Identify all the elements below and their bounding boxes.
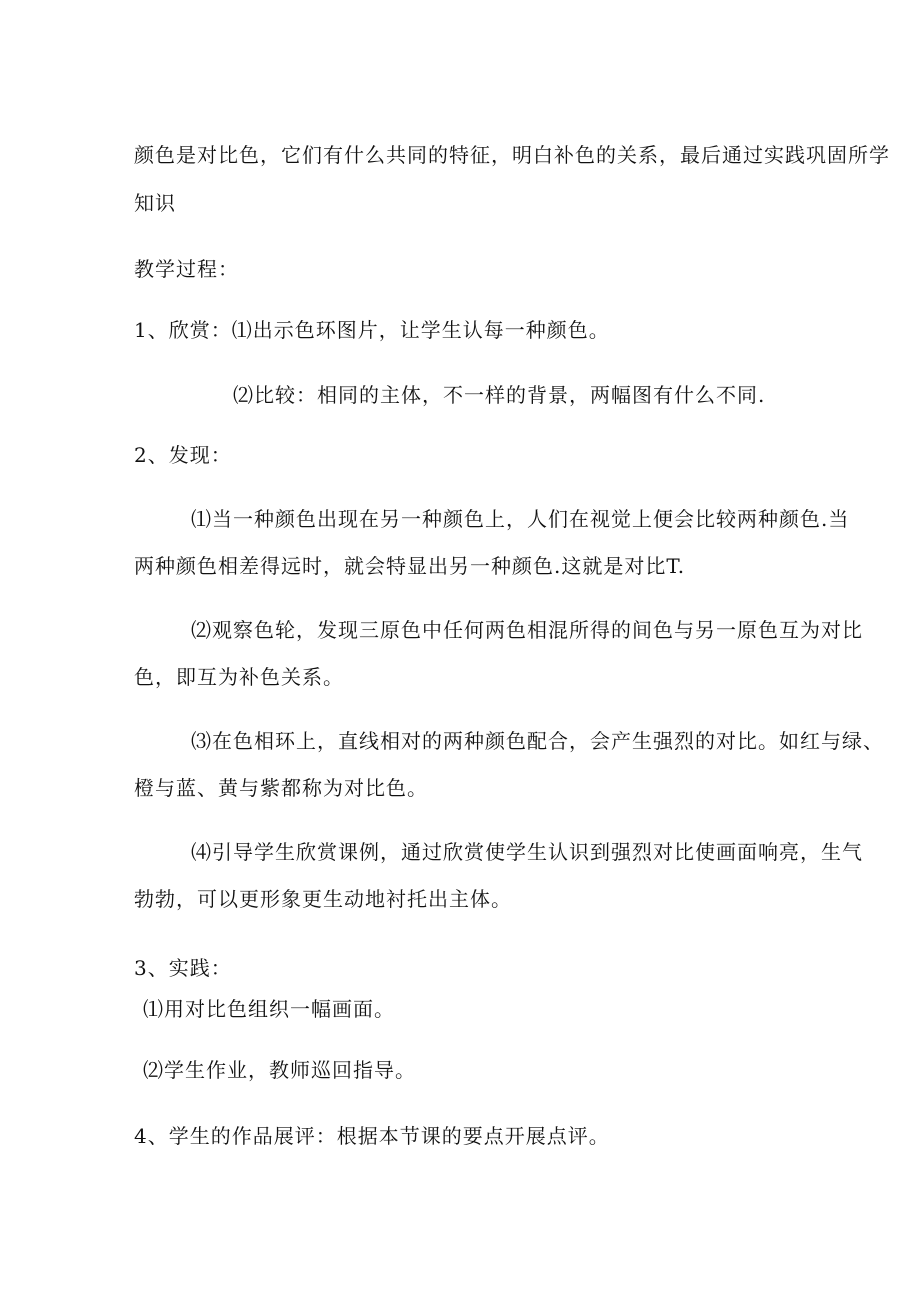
step-2-heading: 2、发现： [134,443,232,467]
step-3-item-1: ⑴用对比色组织一幅画面。 [143,997,395,1021]
paragraph-intro-line-2: 知识 [134,191,176,215]
step-2-item-2-line-2: 色，即互为补色关系。 [134,665,344,689]
section-heading-process: 教学过程： [134,257,239,281]
step-2-item-1-line-2: 两种颜色相差得远时，就会特显出另一种颜色.这就是对比T. [134,554,686,578]
step-2-item-1-line-1: ⑴当一种颜色出现在另一种颜色上，人们在视觉上便会比较两种颜色.当 [191,507,850,531]
step-2-item-4-line-1: ⑷引导学生欣赏课例，通过欣赏使学生认识到强烈对比使画面响亮，生气 [191,840,863,864]
step-3-item-2: ⑵学生作业，教师巡回指导。 [143,1058,416,1082]
step-4: 4、学生的作品展评：根据本节课的要点开展点评。 [134,1124,610,1148]
step-3-heading: 3、实践： [134,956,232,980]
paragraph-intro-line-1: 颜色是对比色，它们有什么共同的特征，明白补色的关系，最后通过实践巩固所学 [134,143,890,167]
step-2-item-3-line-1: ⑶在色相环上，直线相对的两种颜色配合，会产生强烈的对比。如红与绿、 [191,729,884,753]
step-2-item-3-line-2: 橙与蓝、黄与紫都称为对比色。 [134,776,428,800]
step-1-appreciate: 1、欣赏：⑴出示色环图片，让学生认每一种颜色。 [134,318,610,342]
step-2-item-4-line-2: 勃勃，可以更形象更生动地衬托出主体。 [134,887,512,911]
step-2-item-2-line-1: ⑵观察色轮，发现三原色中任何两色相混所得的间色与另一原色互为对比 [191,618,863,642]
step-1-compare: ⑵比较：相同的主体，不一样的背景，两幅图有什么不同. [233,383,766,407]
